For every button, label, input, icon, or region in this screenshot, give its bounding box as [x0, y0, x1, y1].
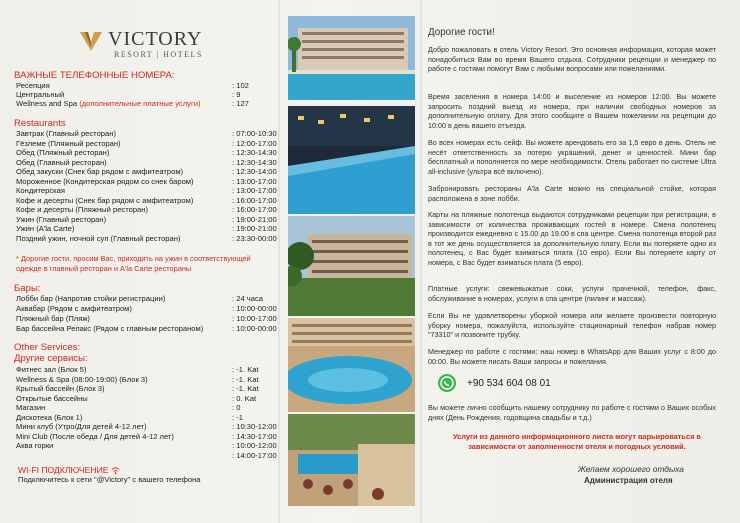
dress-code-note: * Дорогие гости, просим Вас, приходить на ужин в соответствующей одежде в главный ресторан и A'la Carte рестораны: [16, 254, 251, 273]
restaurant-label: Кофе и десерты (Снек бар рядом с амфитеатром): [16, 195, 194, 205]
restaurant-label: Гёзлеме (Пляжный ресторан): [16, 138, 121, 148]
restaurant-label: Поздний ужин, ночной суп (Главный ресторан): [16, 233, 181, 243]
restaurant-hours: : 19:00-21:00: [232, 214, 277, 224]
service-location: : 0. Kat: [232, 393, 257, 403]
logo-name: VICTORY: [108, 28, 203, 50]
restaurant-label: Мороженное (Кондитерская рядом со снек баром): [16, 176, 194, 186]
restaurant-hours: : 12:30-14:30: [232, 157, 277, 167]
photo-restaurant-terrace: [288, 414, 415, 506]
service-label: Аква горки: [16, 441, 54, 450]
service-label: Открытые бассейны: [16, 393, 88, 403]
bar-label: Пляжный бар (Пляж): [16, 314, 90, 323]
fold-line: [420, 0, 422, 523]
service-label: Дискотека (Блок 1): [16, 412, 83, 422]
whatsapp-paragraph: Менеджер по работе с гостями: наш номер в WhatsApp для Ваших услуг с 8:00 до 00:00. Вы можете писать Ваши запросы и пожелания.: [428, 347, 716, 366]
chevron-logo-icon: [80, 30, 102, 52]
restaurant-label: Ужин (A'la Carte): [16, 224, 75, 233]
bar-label: Аквабар (Рядом с амфитеатром): [16, 304, 132, 313]
phone-label: Центральный: [16, 90, 65, 99]
wifi-title: [18, 465, 120, 475]
paid-services-note: (дополнительные платные услуги): [79, 99, 201, 108]
restaurants-title: Restaurants: [14, 118, 66, 129]
service-location: : -1. Kat: [232, 384, 259, 393]
service-label: Мини клуб (Утро/Для детей 4-12 лет): [16, 422, 147, 431]
service-label: Wellness & Spa (08:00-19:00) (Блок 3): [16, 374, 148, 384]
restaurant-hours: : 16:00-17:00: [232, 205, 277, 214]
restaurant-label: Кофе и десерты (Пляжный ресторан): [16, 205, 148, 214]
restaurant-hours: : 13:00-17:00: [232, 176, 277, 186]
services-title: Other Services:: [14, 342, 81, 353]
phone-value: : 102: [232, 81, 249, 90]
restaurant-hours: : 23:30-00:00: [232, 233, 277, 243]
safe-paragraph: Во всех номерах есть сейф. Вы можете арендовать его за 1,5 евро в день. Отель не несёт ответственность за потерю украшений, денег и ценностей. Мини бар бесплатный и пополняется по мере необходимости. Отель работает по системе Ultra all-inclusive (ультра всё включено).: [428, 138, 716, 176]
bar-hours: : 10:00-00:00: [232, 324, 277, 333]
service-location: : 14:00-17:00: [232, 450, 277, 460]
bars-title: Бары:: [14, 283, 41, 294]
logo-sub: RESORT | HOTELS: [114, 50, 203, 59]
variation-warning: Услуги из данного информационного листа могут варьироваться в зависимости от заполненности отеля и погодных условий.: [453, 432, 701, 451]
fold-line: [278, 0, 280, 523]
alacarte-paragraph: Забронировать рестораны A'la Carte можно на специальной стойке, которая расположена в зоне лобби.: [428, 184, 716, 203]
bar-hours: : 10:00-00:00: [232, 304, 277, 313]
services-subtitle: Другие сервисы:: [14, 353, 88, 364]
towel-paragraph: Карты на пляжные полотенца выдаются сотрудниками рецепции при регистрации, в зависимости от количества проживающих гостей в номере. Смена полотенец производится ежедневно с 15.00 до 19.00 в спа центре. Смена полотенца второй раз в тот же день осуществляется за дополнительную плату. Если вы потеряете одно из полотенец, с Вас будет взиматься плата (10 евро). Если Вы потеряете карту от номера, с Вас будет взиматься плата (5 евро).: [428, 210, 716, 267]
phone-value: : 9: [232, 90, 241, 99]
restaurant-hours: : 12:00-17:00: [232, 138, 277, 148]
cleaning-paragraph: Если Вы не удовлетворены уборкой номера или желаете произвести повторную уборку номера, пожалуйста, используйте стационарный телефон набрав номер "73310" и позвоните трубку.: [428, 311, 716, 339]
service-location: : 10:30-12:00: [232, 422, 277, 431]
bar-label: Лобби бар (Напротив стойки регистрации): [16, 294, 166, 303]
service-label: Крытый бассейн (Блок 3): [16, 384, 105, 393]
restaurant-hours: : 19:00-21:00: [232, 224, 277, 233]
wifi-text: Подключитесь к сети "@Victory" с вашего телефона: [18, 475, 201, 484]
service-location: : -1: [232, 412, 243, 422]
service-label: Магазин: [16, 403, 46, 412]
restaurant-label: Обед закуски (Снек бар рядом с амфитеатром): [16, 167, 184, 176]
service-label: Mini Club (После обеда / Для детей 4-12 лет): [16, 431, 174, 441]
whatsapp-icon: [438, 374, 456, 392]
service-location: : 14:30-17:00: [232, 431, 277, 441]
wifi-title-text: WI-FI ПОДКЛЮЧЕНИЕ: [18, 465, 109, 475]
bar-hours: : 10:00-17:00: [232, 314, 277, 323]
restaurant-label: Обед (Пляжный ресторан): [16, 148, 110, 157]
paid-services-paragraph: Платные услуги: свежевыжатые соки, услуги прачечной, телефон, факс, обслуживание в номерах, услуги в спа центре (пилинг и массаж).: [428, 284, 716, 303]
whatsapp-phone[interactable]: +90 534 604 08 01: [467, 378, 551, 389]
welcome-title: Дорогие гости!: [428, 27, 495, 38]
special-days-paragraph: Вы можете лично сообщить нашему сотруднику по работе с гостями о Ваших особых днях (День Рождения, годовщина свадьбы и т.д.): [428, 403, 716, 422]
restaurant-hours: : 13:00-17:00: [232, 186, 277, 195]
phone-label: Ресепция: [16, 81, 50, 90]
restaurant-label: Завтрак (Главный ресторан): [16, 129, 116, 138]
service-location: : -1. Kat: [232, 365, 259, 374]
service-location: : 10:00-12:00: [232, 441, 277, 450]
restaurant-label: Ужин (Главный ресторан): [16, 214, 107, 224]
restaurant-label: Кондитерская: [16, 186, 65, 195]
checkin-paragraph: Время заселения в номера 14:00 и выселение из номеров 12:00. Вы можете запросить поздний выезд из номера, при наличии свободных номеров за дополнительную оплату. Для этого сообщите о Вашем пожелании на рецепции до 10:00 в день вашего отъезда.: [428, 92, 716, 130]
restaurant-label: Обед (Главный ресторан): [16, 157, 107, 167]
phone-label: [16, 99, 201, 108]
bar-label: Бар бассейна Релакс (Рядом с главным рестораном): [16, 324, 204, 333]
admin-signature: Администрация отеля: [584, 476, 673, 485]
photo-pool-day: [288, 318, 415, 412]
phone-value: : 127: [232, 99, 249, 108]
restaurant-hours: : 12:30-14:00: [232, 167, 277, 176]
bar-hours: : 24 часа: [232, 294, 263, 303]
photo-night-pool: [288, 106, 415, 214]
wifi-icon: [111, 466, 120, 475]
service-label: Фитнес зал (Блок 5): [16, 365, 87, 374]
phones-title: ВАЖНЫЕ ТЕЛЕФОННЫЕ НОМЕРА:: [14, 70, 175, 81]
photo-hotel-pool: [288, 16, 415, 100]
photo-building-park: [288, 216, 415, 316]
restaurant-hours: : 07:00-10:30: [232, 129, 277, 138]
service-location: : -1. Kat: [232, 374, 259, 384]
restaurant-hours: : 12:30-14:30: [232, 148, 277, 157]
phone-label-text: Wellness and Spa: [16, 99, 78, 108]
victory-logo: [80, 28, 240, 60]
wish-text: Желаем хорошего отдыха: [578, 464, 684, 474]
restaurant-hours: : 16:00-17:00: [232, 195, 277, 205]
service-location: : 0: [232, 403, 241, 412]
welcome-paragraph: Добро пожаловать в отель Victory Resort. Это основная информация, которая может понадобиться Вам во время Вашего отдыха. Сотрудники рецепции и менеджер по работе с гостями помогут Вам с любыми вопросами или пожеланиями.: [428, 45, 716, 73]
